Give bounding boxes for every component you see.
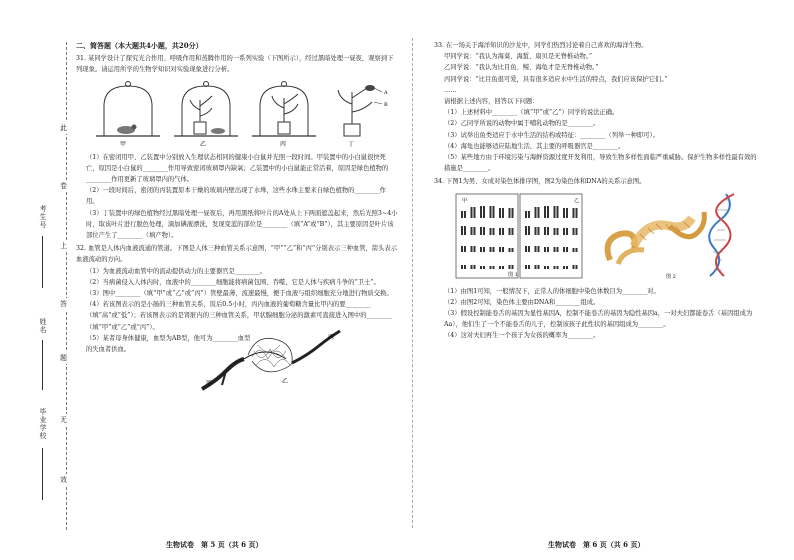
question-33-line: 请根据上述内容，回答以下问题： xyxy=(444,98,539,106)
chromosome-mark xyxy=(464,246,466,252)
chromosome-mark xyxy=(474,207,476,218)
chromosome-mark xyxy=(480,206,482,218)
chromosome-mark xyxy=(490,206,492,218)
name-field[interactable] xyxy=(42,340,44,390)
chromosome-mark xyxy=(547,206,549,218)
question-33-part: （3）试举出鱼类适应于水中生活的结构或特征：________（列举一种即可）。 xyxy=(444,131,659,139)
chromosome-mark xyxy=(566,208,568,218)
chromosome-mark xyxy=(525,226,527,235)
question-34-part: （3）假设控制能卷舌的基因为显性基因A，控制不能卷舌的基因为隐性基因a，一对夫妇都能卷舌（基因组成为Aa），他们生了一个不能卷舌的儿子，控制该孩子此性状的基因组成为________。 xyxy=(444,310,753,329)
chromosome-pairs xyxy=(461,206,578,269)
chromosome-mark xyxy=(474,265,476,269)
chromosome-mark xyxy=(493,206,495,218)
chromosome-mark xyxy=(547,266,549,269)
question-33-line: 甲同学说：“我认为海葵、海蜇、扇贝是无脊椎动物。” xyxy=(444,53,593,61)
chromosome-mark xyxy=(566,247,568,252)
chromosome-mark xyxy=(535,227,537,235)
figure-caption: 图 2 xyxy=(666,273,676,280)
chromosome-mark xyxy=(499,247,501,252)
question-31-stem: 31. 某同学设计了探究光合作用、呼吸作用和蒸腾作用的一系列实验（下图所示），经过黑暗处理一昼夜，观察到下列现象。请运用所学的生物学知识对实验现象进行分析。 xyxy=(76,55,394,74)
chromosome-mark xyxy=(554,266,556,269)
chromosome-mark xyxy=(576,208,578,218)
chromosome-dna-illustration xyxy=(608,194,734,276)
bell-jar-icon xyxy=(252,81,316,136)
margin-label-exam-number: 考生号 xyxy=(39,205,47,229)
chromosome-mark xyxy=(509,248,511,252)
chromosome-mark xyxy=(509,208,511,218)
chromosome-mark xyxy=(544,247,546,252)
chromosome-mark xyxy=(461,211,463,218)
chromosome-mark xyxy=(563,266,565,269)
question-32-stem: 32. 血管是人体内血液流通的管道。下图是人体三种血管关系示意图，“甲”“乙”和“丙”分别表示三种血管，箭头表示血液流动的方向。 xyxy=(76,245,397,264)
chromosome-mark xyxy=(528,211,530,218)
chromosome-mark xyxy=(563,247,565,252)
chromosome-mark xyxy=(509,265,511,269)
chromosome-mark xyxy=(554,247,556,252)
chromosome-mark xyxy=(528,265,530,269)
page-footer-5: 生物试卷 第 5 页（共 6 页） xyxy=(166,540,263,549)
q31-figure xyxy=(76,78,398,148)
chromosome-mark xyxy=(535,207,537,218)
chromosome-mark xyxy=(464,265,466,269)
figure-label: 甲 xyxy=(120,140,127,148)
question-34-part: （4）这对夫妇再生一个孩子为女孩的概率为________。 xyxy=(444,332,600,340)
chromosome-mark xyxy=(573,248,575,252)
chromosome-mark xyxy=(461,226,463,235)
chromosome-mark xyxy=(528,226,530,235)
chromosome-mark xyxy=(525,211,527,218)
chromosome-mark xyxy=(490,247,492,252)
question-34-stem: 34. 下图1为男、女成对染色体排序图，图2为染色体和DNA的关系示意图。 xyxy=(434,178,646,186)
chromosome-mark xyxy=(471,207,473,218)
chromosome-mark xyxy=(557,266,559,269)
school-field[interactable] xyxy=(42,448,44,500)
chromosome-mark xyxy=(512,208,514,218)
question-33-part: （5）某些地方由于环境污染与海鲜资源过度开发利用，导致生物多样性面临严重威胁。保护生物多样性最有效的措施是________。 xyxy=(444,154,757,173)
question-33-part: （4）海龟也能够适应陆地生活，其主要的呼吸器官是________。 xyxy=(444,142,625,150)
question-31-part: （1）在密闭用甲、乙装置中分别放入生理状态相同的健康小白鼠并光照一段时间。甲装置中的小白鼠很快死亡，原因是小白鼠的________作用导致密闭玻璃罩内缺氧；乙装置中的小白鼠能正常活着，原因是绿色植物的________作用更新了玻璃罩内的气体。 xyxy=(86,153,389,184)
chromosome-mark xyxy=(461,246,463,252)
chromosome-mark xyxy=(573,265,575,269)
chromosome-mark xyxy=(493,266,495,269)
question-32-part: （4）若该图表示的是小肠的三种血管关系，饭后0.5小时，丙内血液的葡萄糖含量比甲内的要________（填“高”或“低”）；若该图表示的是肾脏内的三种血管关系，甲状腺细胞分泌的激素可直接进入图中的________（填“甲”或“乙”或“丙”）。 xyxy=(86,301,392,331)
chromosome-mark xyxy=(480,266,482,269)
chromosome-mark xyxy=(528,246,530,252)
bell-jar-illustration xyxy=(76,78,398,148)
q34-figure xyxy=(434,190,760,282)
binding-margin xyxy=(0,0,66,560)
chromosome-mark xyxy=(483,266,485,269)
chromosome-mark xyxy=(502,228,504,235)
chromosome-mark xyxy=(554,228,556,235)
question-34-part: （2）由图2可知，染色体主要由DNA和________组成。 xyxy=(444,298,600,306)
chromosome-mark xyxy=(544,206,546,218)
bell-jar-icon xyxy=(96,81,160,136)
seal-char: 无 xyxy=(60,416,67,424)
chromosome-mark xyxy=(461,265,463,269)
page-divider xyxy=(412,38,413,528)
question-33-line: 乙同学说：“我认为比目鱼、鲸、海龟才是无脊椎动物。” xyxy=(444,64,599,72)
seal-char: 上 xyxy=(60,242,67,250)
chromosome-mark xyxy=(480,227,482,235)
question-32-part: （3）图中________（填“甲”或“乙”或“丙”）管壁最薄，流速最慢，便于血液与组织细胞充分地进行物质交换。 xyxy=(86,290,393,298)
chromosome-mark xyxy=(535,246,537,252)
chromosome-mark xyxy=(474,227,476,235)
chromosome-mark xyxy=(538,265,540,269)
chromosome-mark xyxy=(557,247,559,252)
chromosome-mark xyxy=(547,247,549,252)
chromosome-mark xyxy=(535,265,537,269)
chromosome-mark xyxy=(471,227,473,235)
chromosome-mark xyxy=(464,226,466,235)
question-33-stem: 33. 在一场关于海洋知识的沙龙中，同学们热烈讨论着自己喜欢的海洋生物。 xyxy=(434,42,648,49)
chromosome-mark xyxy=(557,228,559,235)
exam-number-field[interactable] xyxy=(42,236,44,288)
chromosome-mark xyxy=(490,228,492,235)
chromosome-mark xyxy=(483,206,485,218)
vessel-label: 丙 xyxy=(328,333,335,341)
question-34-part: （1）由图1可知，一般情况下，正常人的体细胞中染色体数目为________对。 xyxy=(444,287,660,295)
chromosome-mark xyxy=(471,265,473,269)
chromosome-mark xyxy=(502,266,504,269)
chromosome-mark xyxy=(471,246,473,252)
chromosome-mark xyxy=(566,266,568,269)
question-31-part: （2）一段时间后，密闭的丙装置原本干燥的玻璃内壁出现了水珠，这些水珠主要来自绿色植物的________作用。 xyxy=(86,187,386,206)
figure-letter: A xyxy=(384,89,388,96)
question-32-part: （2）当病菌侵入人体内时，血液中的________细胞能将病菌包围、吞噬，它是人体与疾病斗争的“卫士”。 xyxy=(86,278,380,286)
chromosome-mark xyxy=(544,266,546,269)
chromosome-figure xyxy=(434,190,760,282)
figure-letter: B xyxy=(384,101,388,108)
question-33-part: （2）乙同学所说的动物中属于哺乳动物的是________。 xyxy=(444,120,600,128)
chromosome-mark xyxy=(576,228,578,235)
figure-caption: 图 1 xyxy=(508,271,518,278)
chromosome-mark xyxy=(544,227,546,235)
margin-label-school: 毕业学校 xyxy=(39,408,47,440)
chromosome-mark xyxy=(480,247,482,252)
chromosome-mark xyxy=(502,208,504,218)
panel-label: 乙 xyxy=(574,197,580,204)
seal-char: 效 xyxy=(60,476,67,484)
figure-label: 丁 xyxy=(348,140,355,148)
chromosome-mark xyxy=(563,208,565,218)
blood-vessel-diagram xyxy=(196,325,346,395)
potted-plant-icon xyxy=(338,85,382,136)
panel-label: 甲 xyxy=(462,197,468,204)
chromosome-mark xyxy=(547,227,549,235)
chromosome-mark xyxy=(499,208,501,218)
chromosome-mark xyxy=(576,248,578,252)
chromosome-mark xyxy=(576,265,578,269)
chromosome-mark xyxy=(512,228,514,235)
chromosome-mark xyxy=(512,265,514,269)
chromosome-mark xyxy=(557,206,559,218)
chromosome-mark xyxy=(483,247,485,252)
chromosome-mark xyxy=(538,207,540,218)
margin-label-name: 姓名 xyxy=(39,318,47,334)
chromosome-mark xyxy=(490,266,492,269)
chromosome-mark xyxy=(474,246,476,252)
vessel-label: 甲 xyxy=(206,379,213,387)
chromosome-mark xyxy=(538,246,540,252)
chromosome-mark xyxy=(538,227,540,235)
chromosome-mark xyxy=(525,265,527,269)
question-33-line: …… xyxy=(444,86,457,94)
page-footer-6: 生物试卷 第 6 页（共 6 页） xyxy=(548,540,645,549)
left-page xyxy=(76,40,398,395)
chromosome-mark xyxy=(493,228,495,235)
question-33-part: （1）上述材料中________（填“甲”或“乙”）同学的说法正确。 xyxy=(444,109,619,117)
seal-char: 卷 xyxy=(60,182,67,190)
question-32-part: （5）某者母身体健康，血型为AB型，他可为________血型的失血者供血。 xyxy=(86,334,251,354)
chromosome-mark xyxy=(525,246,527,252)
chromosome-mark xyxy=(509,228,511,235)
chromosome-mark xyxy=(483,227,485,235)
seal-char: 答 xyxy=(60,300,67,308)
chromosome-mark xyxy=(499,266,501,269)
vessel-label: 乙 xyxy=(282,377,289,385)
chromosome-mark xyxy=(502,247,504,252)
bell-jar-icon xyxy=(174,81,238,136)
chromosome-mark xyxy=(554,206,556,218)
chromosome-mark xyxy=(512,248,514,252)
question-31-part: （3）丁装置中的绿色植物经过黑暗处理一昼夜后，再用黑纸将叶片的A处从上下两面遮盖起来，然后光照3~4小时，取该叶片进行脱色处理，滴加碘液漂洗，发现变蓝的部位是________（填“A”或“B”），其主要原因是叶片该部位产生了________（填产物）。 xyxy=(86,209,398,240)
question-33-line: 丙同学说：“比目鱼很可爱，具有很多适应水中生活的特点，我们应该保护它们。” xyxy=(444,75,668,83)
question-32-part: （1）为血液流动血管中的流动提供动力的主要器官是________。 xyxy=(86,267,267,275)
figure-label: 丙 xyxy=(280,140,287,148)
chromosome-mark xyxy=(493,247,495,252)
figure-label: 乙 xyxy=(200,140,207,148)
chromosome-mark xyxy=(499,228,501,235)
seal-line xyxy=(66,42,67,530)
section-title: 二、简答题（本大题共4小题，共20分） xyxy=(76,41,203,50)
chromosome-mark xyxy=(563,228,565,235)
seal-char: 题 xyxy=(60,354,67,362)
chromosome-mark xyxy=(573,208,575,218)
chromosome-mark xyxy=(464,211,466,218)
chromosome-mark xyxy=(566,228,568,235)
seal-char: 此 xyxy=(60,124,67,132)
chromosome-mark xyxy=(573,228,575,235)
right-page xyxy=(434,40,760,342)
